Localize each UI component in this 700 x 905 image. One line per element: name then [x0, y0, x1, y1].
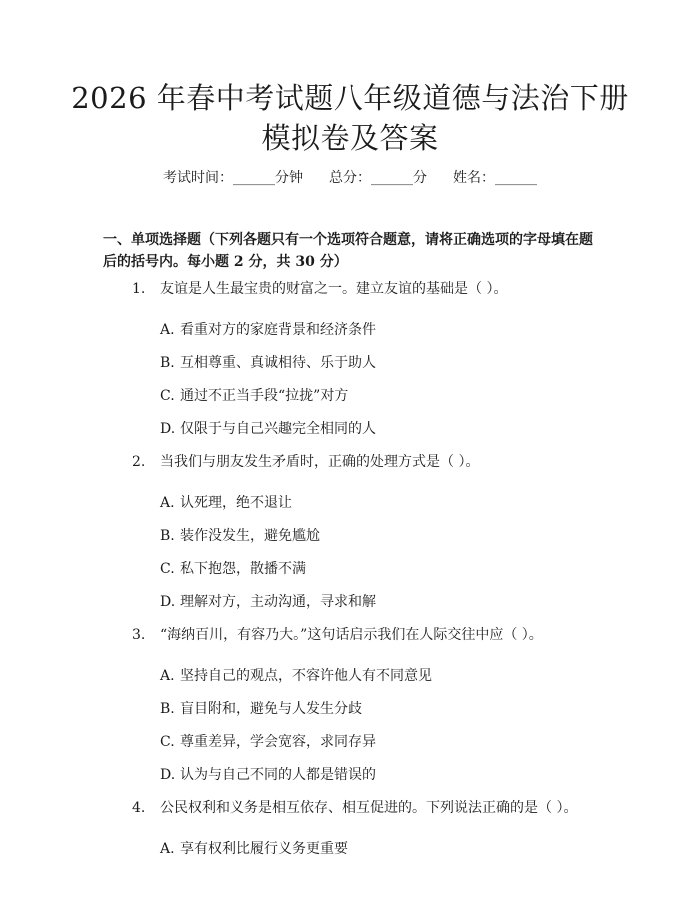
- option-text: 通过不正当手段“拉拢”对方: [180, 388, 349, 404]
- question-list: [0, 278, 700, 871]
- option-1d: [0, 418, 700, 449]
- option-letter: A.: [160, 668, 175, 684]
- option-3c: [0, 731, 700, 762]
- question-stem: 公民权利和义务是相互依存、相互促进的。下列说法正确的是（ ）。: [160, 800, 578, 816]
- option-2d: [0, 591, 700, 622]
- option-text: 尊重差异，学会宽容，求同存异: [180, 734, 376, 750]
- option-2c: [0, 558, 700, 589]
- option-text: 认为与自己不同的人都是错误的: [180, 767, 376, 783]
- question-number: 3.: [132, 627, 146, 643]
- option-letter: D.: [160, 767, 176, 783]
- option-letter: A.: [160, 322, 175, 338]
- option-3a: [0, 665, 700, 696]
- question-stem: “海纳百川，有容乃大。”这句话启示我们在人际交往中应（ ）。: [160, 627, 543, 643]
- option-letter: A.: [160, 495, 175, 511]
- option-text: 认死理，绝不退让: [180, 495, 292, 511]
- option-1b: [0, 352, 700, 383]
- option-letter: D.: [160, 421, 176, 437]
- option-text: 装作没发生，避免尴尬: [180, 528, 320, 544]
- question-1: [0, 278, 700, 309]
- option-2a: [0, 492, 700, 523]
- option-letter: D.: [160, 594, 176, 610]
- option-1a: [0, 319, 700, 350]
- option-letter: C.: [160, 561, 175, 577]
- question-number: 4.: [132, 800, 146, 816]
- option-text: 坚持自己的观点，不容许他人有不同意见: [180, 668, 432, 684]
- section-heading: 一、单项选择题（下列各题只有一个选项符合题意，请将正确选项的字母填在题后的括号内。每小题 2 分，共 30 分）: [103, 232, 593, 270]
- option-letter: A.: [160, 841, 175, 857]
- question-number: 1.: [132, 281, 146, 297]
- option-letter: B.: [160, 355, 175, 371]
- exam-time-field: 考试时间：______分钟: [163, 170, 303, 186]
- question-stem: 友谊是人生最宝贵的财富之一。建立友谊的基础是（ ）。: [160, 281, 508, 297]
- option-text: 互相尊重、真诚相待、乐于助人: [180, 355, 376, 371]
- student-name-field: 姓名：______: [453, 170, 537, 186]
- option-text: 私下抱怨，散播不满: [180, 561, 306, 577]
- option-3d: [0, 764, 700, 795]
- option-letter: B.: [160, 701, 175, 717]
- option-2b: [0, 525, 700, 556]
- option-text: 看重对方的家庭背景和经济条件: [180, 322, 376, 338]
- option-text: 理解对方，主动沟通，寻求和解: [180, 594, 376, 610]
- option-text: 仅限于与自己兴趣完全相同的人: [180, 421, 376, 437]
- question-3: [0, 624, 700, 655]
- question-number: 2.: [132, 454, 146, 470]
- option-text: 享有权利比履行义务更重要: [180, 841, 348, 857]
- page-title: 2026 年春中考试题八年级道德与法治下册模拟卷及答案: [71, 81, 629, 155]
- total-score-field: 总分：______分: [329, 170, 427, 186]
- question-4: [0, 797, 700, 828]
- question-2: [0, 451, 700, 482]
- option-4a: [0, 838, 700, 869]
- option-letter: C.: [160, 388, 175, 404]
- option-1c: [0, 385, 700, 416]
- option-letter: C.: [160, 734, 175, 750]
- option-text: 盲目附和，避免与人发生分歧: [180, 701, 362, 717]
- option-letter: B.: [160, 528, 175, 544]
- option-3b: [0, 698, 700, 729]
- question-stem: 当我们与朋友发生矛盾时，正确的处理方式是（ ）。: [160, 454, 480, 470]
- exam-meta: [0, 168, 700, 188]
